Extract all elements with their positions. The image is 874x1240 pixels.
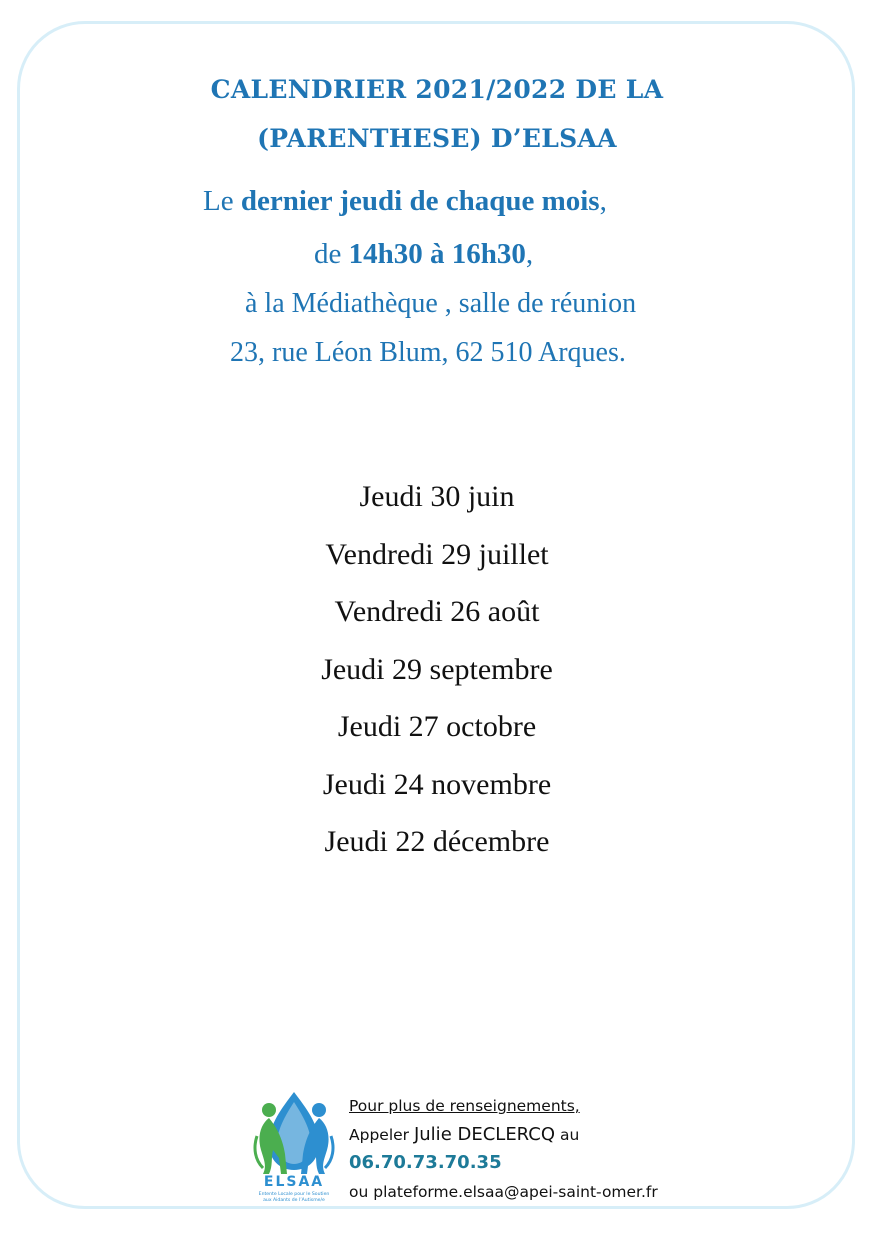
contact-call-line: Appeler Julie DECLERCQ au xyxy=(349,1124,580,1145)
elsaa-logo xyxy=(249,1088,339,1206)
dates-list xyxy=(0,477,874,880)
date-item: Vendredi 29 juillet xyxy=(325,537,549,571)
intro-venue-line: à la Médiathèque , salle de réunion xyxy=(245,288,637,319)
date-item: Jeudi 24 novembre xyxy=(322,767,552,801)
contact-email[interactable]: ou plateforme.elsaa@apei-saint-omer.fr xyxy=(349,1183,658,1201)
svg-text:ELSAA: ELSAA xyxy=(263,1174,325,1190)
elsaa-logo-icon xyxy=(249,1088,339,1206)
page-title-line-1: CALENDRIER 2021/2022 DE LA xyxy=(210,75,664,104)
date-item: Vendredi 26 août xyxy=(334,595,540,628)
contact-heading: Pour plus de renseignements, xyxy=(349,1097,580,1115)
page-title-line-2: (PARENTHESE) D’ELSAA xyxy=(257,124,617,153)
intro-address-line: 23, rue Léon Blum, 62 510 Arques. xyxy=(230,337,626,368)
contact-phone[interactable]: 06.70.73.70.35 xyxy=(349,1152,502,1173)
svg-text:Entente Locale pour le Soutien: Entente Locale pour le Soutien xyxy=(258,1192,330,1197)
date-item: Jeudi 22 décembre xyxy=(324,825,550,858)
date-item: Jeudi 29 septembre xyxy=(321,652,553,686)
intro-schedule-line: Le dernier jeudi de chaque mois, xyxy=(203,185,607,217)
date-item: Jeudi 27 octobre xyxy=(337,710,537,743)
intro-time-line: de 14h30 à 16h30, xyxy=(314,238,534,270)
svg-text:aux Aidants de l’Autisme/e: aux Aidants de l’Autisme/e xyxy=(263,1198,325,1203)
date-item: Jeudi 30 juin xyxy=(359,480,515,513)
